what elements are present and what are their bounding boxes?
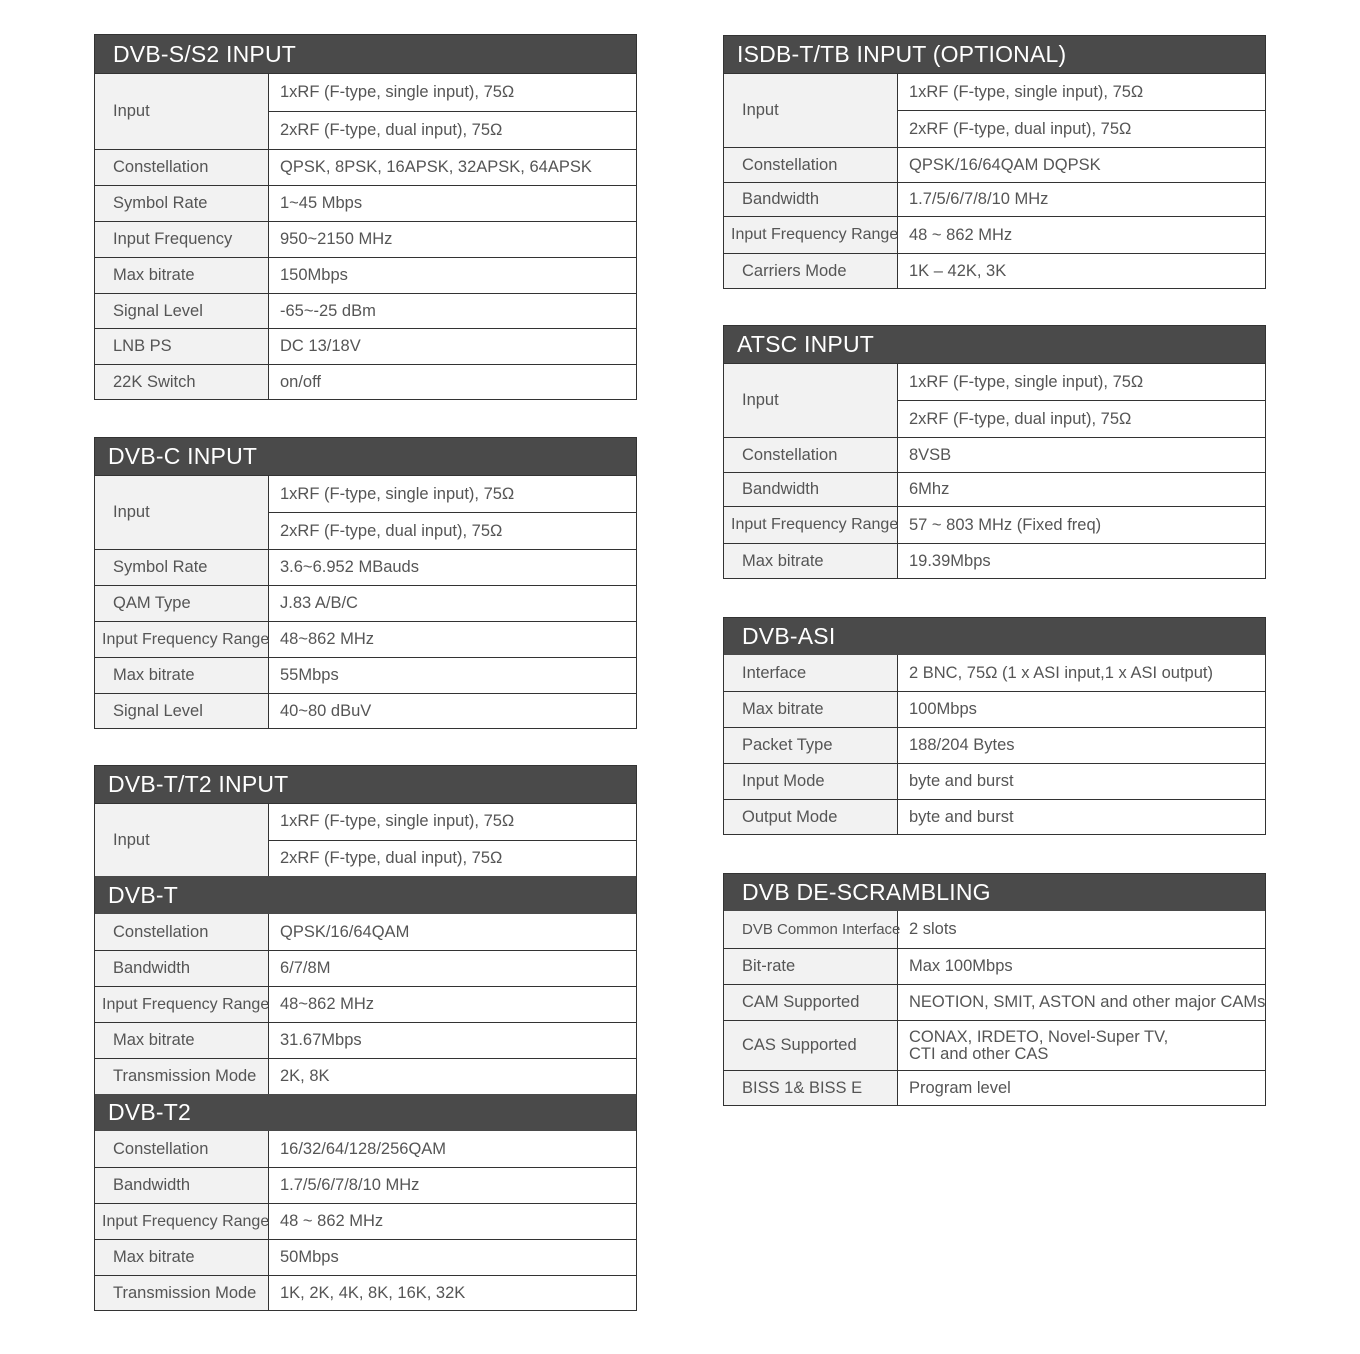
row-label: Transmission Mode	[95, 1276, 269, 1310]
table-row	[95, 185, 636, 221]
row-value: 150Mbps	[280, 266, 348, 284]
isdb-title: ISDB-T/TB INPUT (OPTIONAL)	[724, 36, 1265, 73]
dvbt-table	[94, 765, 637, 1311]
table-row	[95, 328, 636, 364]
row-label: BISS 1& BISS E	[724, 1071, 898, 1105]
row-label: Signal Level	[95, 294, 269, 328]
table-row	[724, 1020, 1265, 1070]
table-row	[724, 506, 1265, 543]
row-label: Max bitrate	[724, 544, 898, 578]
row-label: Bandwidth	[724, 473, 898, 506]
row-label: Bit-rate	[724, 949, 898, 984]
table-row	[724, 911, 1265, 948]
table-row	[724, 1070, 1265, 1105]
row-value: 2xRF (F-type, dual input), 75Ω	[898, 110, 1265, 147]
row-label: Input Frequency Range	[724, 217, 898, 253]
row-label: Bandwidth	[95, 951, 269, 986]
row-value: 8VSB	[909, 445, 952, 464]
row-label: Input Frequency Range	[95, 987, 269, 1022]
dvbs-table	[94, 34, 637, 400]
row-label: Input	[95, 476, 269, 549]
row-label: Symbol Rate	[95, 186, 269, 221]
table-row	[724, 253, 1265, 288]
row-label: LNB PS	[95, 329, 269, 364]
row-value: 6Mhz	[909, 480, 950, 498]
row-label: Max bitrate	[724, 692, 898, 727]
table-row	[724, 543, 1265, 578]
dvbt-title: DVB-T/T2 INPUT	[95, 766, 636, 803]
row-label: Input	[95, 74, 269, 149]
row-label: Symbol Rate	[95, 550, 269, 585]
row-value: 19.39Mbps	[909, 551, 991, 570]
row-value: 48 ~ 862 MHz	[909, 225, 1013, 244]
row-value: 2xRF (F-type, dual input), 75Ω	[898, 400, 1265, 437]
row-label: Transmission Mode	[95, 1059, 269, 1094]
table-row	[724, 948, 1265, 984]
table-row	[724, 799, 1265, 834]
isdb-table	[723, 35, 1266, 289]
row-value: 1xRF (F-type, single input), 75Ω	[909, 82, 1144, 101]
table-row	[724, 691, 1265, 727]
table-row	[95, 657, 636, 693]
table-row	[95, 73, 636, 149]
row-value: 40~80 dBuV	[280, 701, 372, 720]
table-row	[95, 1275, 636, 1310]
table-row	[724, 763, 1265, 799]
table-row	[95, 1022, 636, 1058]
row-value: 1K – 42K, 3K	[909, 261, 1007, 280]
row-value: 2xRF (F-type, dual input), 75Ω	[269, 512, 636, 549]
row-value: on/off	[280, 372, 321, 391]
row-label: Input Frequency Range	[724, 507, 898, 543]
row-label: Bandwidth	[724, 183, 898, 216]
row-value: 2K, 8K	[280, 1067, 330, 1085]
row-label: Input Mode	[724, 764, 898, 799]
row-label: Input	[95, 804, 269, 876]
row-value: 1xRF (F-type, single input), 75Ω	[909, 372, 1144, 391]
row-value: 55Mbps	[280, 666, 339, 684]
row-value: byte and burst	[909, 807, 1014, 826]
row-value: 188/204 Bytes	[909, 736, 1015, 754]
table-row	[95, 1239, 636, 1275]
asi-title: DVB-ASI	[724, 618, 1265, 655]
row-value: 1xRF (F-type, single input), 75Ω	[280, 484, 515, 503]
row-label: Constellation	[95, 1131, 269, 1167]
row-value: DC 13/18V	[280, 337, 361, 355]
row-label: Constellation	[724, 438, 898, 472]
table-row	[724, 437, 1265, 472]
row-label: QAM Type	[95, 586, 269, 621]
row-label: Input	[724, 74, 898, 147]
row-label: Max bitrate	[95, 258, 269, 293]
atsc-title: ATSC INPUT	[724, 326, 1265, 363]
row-label: Max bitrate	[95, 658, 269, 693]
row-value: NEOTION, SMIT, ASTON and other major CAMs	[909, 993, 1266, 1011]
row-value: 6/7/8M	[280, 959, 331, 977]
row-value: 57 ~ 803 MHz (Fixed freq)	[909, 515, 1102, 534]
table-row	[95, 1058, 636, 1094]
row-label: Max bitrate	[95, 1023, 269, 1058]
table-row	[95, 364, 636, 399]
row-label: Constellation	[724, 148, 898, 182]
row-label: Signal Level	[95, 694, 269, 728]
table-row	[95, 257, 636, 293]
row-value: J.83 A/B/C	[280, 594, 358, 612]
table-row	[95, 621, 636, 657]
table-row	[95, 1167, 636, 1203]
table-row	[95, 1131, 636, 1167]
row-value: 100Mbps	[909, 700, 977, 718]
dvbt2-subtitle: DVB-T2	[95, 1094, 636, 1131]
row-label: DVB Common Interface	[724, 911, 898, 948]
row-label: CAM Supported	[724, 985, 898, 1020]
row-label: Bandwidth	[95, 1168, 269, 1203]
row-label: Input	[724, 364, 898, 437]
row-value: 48~862 MHz	[280, 630, 375, 648]
row-label: Interface	[724, 655, 898, 691]
table-row	[724, 182, 1265, 216]
row-value: 2 BNC, 75Ω (1 x ASI input,1 x ASI output)	[909, 663, 1213, 682]
dvbc-table	[94, 437, 637, 729]
row-value: Program level	[909, 1078, 1011, 1097]
row-value: -65~-25 dBm	[280, 301, 376, 320]
descrambling-title: DVB DE-SCRAMBLING	[724, 874, 1265, 911]
row-value: 1.7/5/6/7/8/10 MHz	[909, 190, 1049, 208]
row-value: 48 ~ 862 MHz	[280, 1212, 384, 1230]
row-value: 1K, 2K, 4K, 8K, 16K, 32K	[280, 1283, 466, 1302]
row-value: QPSK/16/64QAM DQPSK	[909, 155, 1101, 174]
row-value: 950~2150 MHz	[280, 230, 393, 248]
row-label: Input Frequency Range	[95, 1204, 269, 1239]
row-value: 2xRF (F-type, dual input), 75Ω	[269, 840, 636, 877]
dvbt-subtitle: DVB-T	[95, 876, 636, 914]
table-row	[95, 585, 636, 621]
table-row	[95, 221, 636, 257]
row-label: Constellation	[95, 914, 269, 950]
table-row	[724, 147, 1265, 182]
row-label: CAS Supported	[724, 1021, 898, 1070]
row-value: 48~862 MHz	[280, 995, 375, 1013]
row-value: 1.7/5/6/7/8/10 MHz	[280, 1176, 420, 1194]
table-row	[95, 475, 636, 549]
row-value: Max 100Mbps	[909, 957, 1013, 975]
table-row	[95, 950, 636, 986]
table-row	[724, 216, 1265, 253]
row-label: Constellation	[95, 150, 269, 185]
table-row	[724, 363, 1265, 437]
row-value: 50Mbps	[280, 1248, 339, 1266]
row-value: QPSK, 8PSK, 16APSK, 32APSK, 64APSK	[280, 158, 592, 176]
row-value: QPSK/16/64QAM	[280, 922, 410, 941]
row-value: 16/32/64/128/256QAM	[280, 1139, 447, 1158]
row-value: 1xRF (F-type, single input), 75Ω	[280, 83, 515, 101]
row-value: 3.6~6.952 MBauds	[280, 558, 419, 576]
table-row	[95, 986, 636, 1022]
table-row	[95, 693, 636, 728]
row-value: 2 slots	[909, 920, 957, 938]
row-label: Input Frequency Range	[95, 622, 269, 657]
table-row	[724, 727, 1265, 763]
descrambling-table	[723, 873, 1266, 1106]
row-label: Input Frequency	[95, 222, 269, 257]
atsc-table	[723, 325, 1266, 579]
row-label: Carriers Mode	[724, 254, 898, 288]
table-row	[95, 914, 636, 950]
row-label: Packet Type	[724, 728, 898, 763]
table-row	[724, 655, 1265, 691]
table-row	[95, 803, 636, 876]
table-row	[95, 549, 636, 585]
asi-table	[723, 617, 1266, 835]
row-value: 1xRF (F-type, single input), 75Ω	[280, 812, 515, 831]
table-row	[724, 472, 1265, 506]
row-label: 22K Switch	[95, 365, 269, 399]
table-row	[95, 293, 636, 328]
dvbc-title: DVB-C INPUT	[95, 438, 636, 475]
table-row	[95, 149, 636, 185]
dvbs-title: DVB-S/S2 INPUT	[95, 35, 636, 73]
row-value: byte and burst	[909, 772, 1014, 790]
row-value: 1~45 Mbps	[280, 194, 363, 212]
table-row	[95, 1203, 636, 1239]
table-row	[724, 984, 1265, 1020]
row-value: 31.67Mbps	[280, 1031, 362, 1049]
row-label: Max bitrate	[95, 1240, 269, 1275]
row-value: CONAX, IRDETO, Novel-Super TV, CTI and other CAS	[909, 1027, 1169, 1063]
row-value: 2xRF (F-type, dual input), 75Ω	[269, 111, 636, 149]
row-label: Output Mode	[724, 800, 898, 834]
table-row	[724, 73, 1265, 147]
